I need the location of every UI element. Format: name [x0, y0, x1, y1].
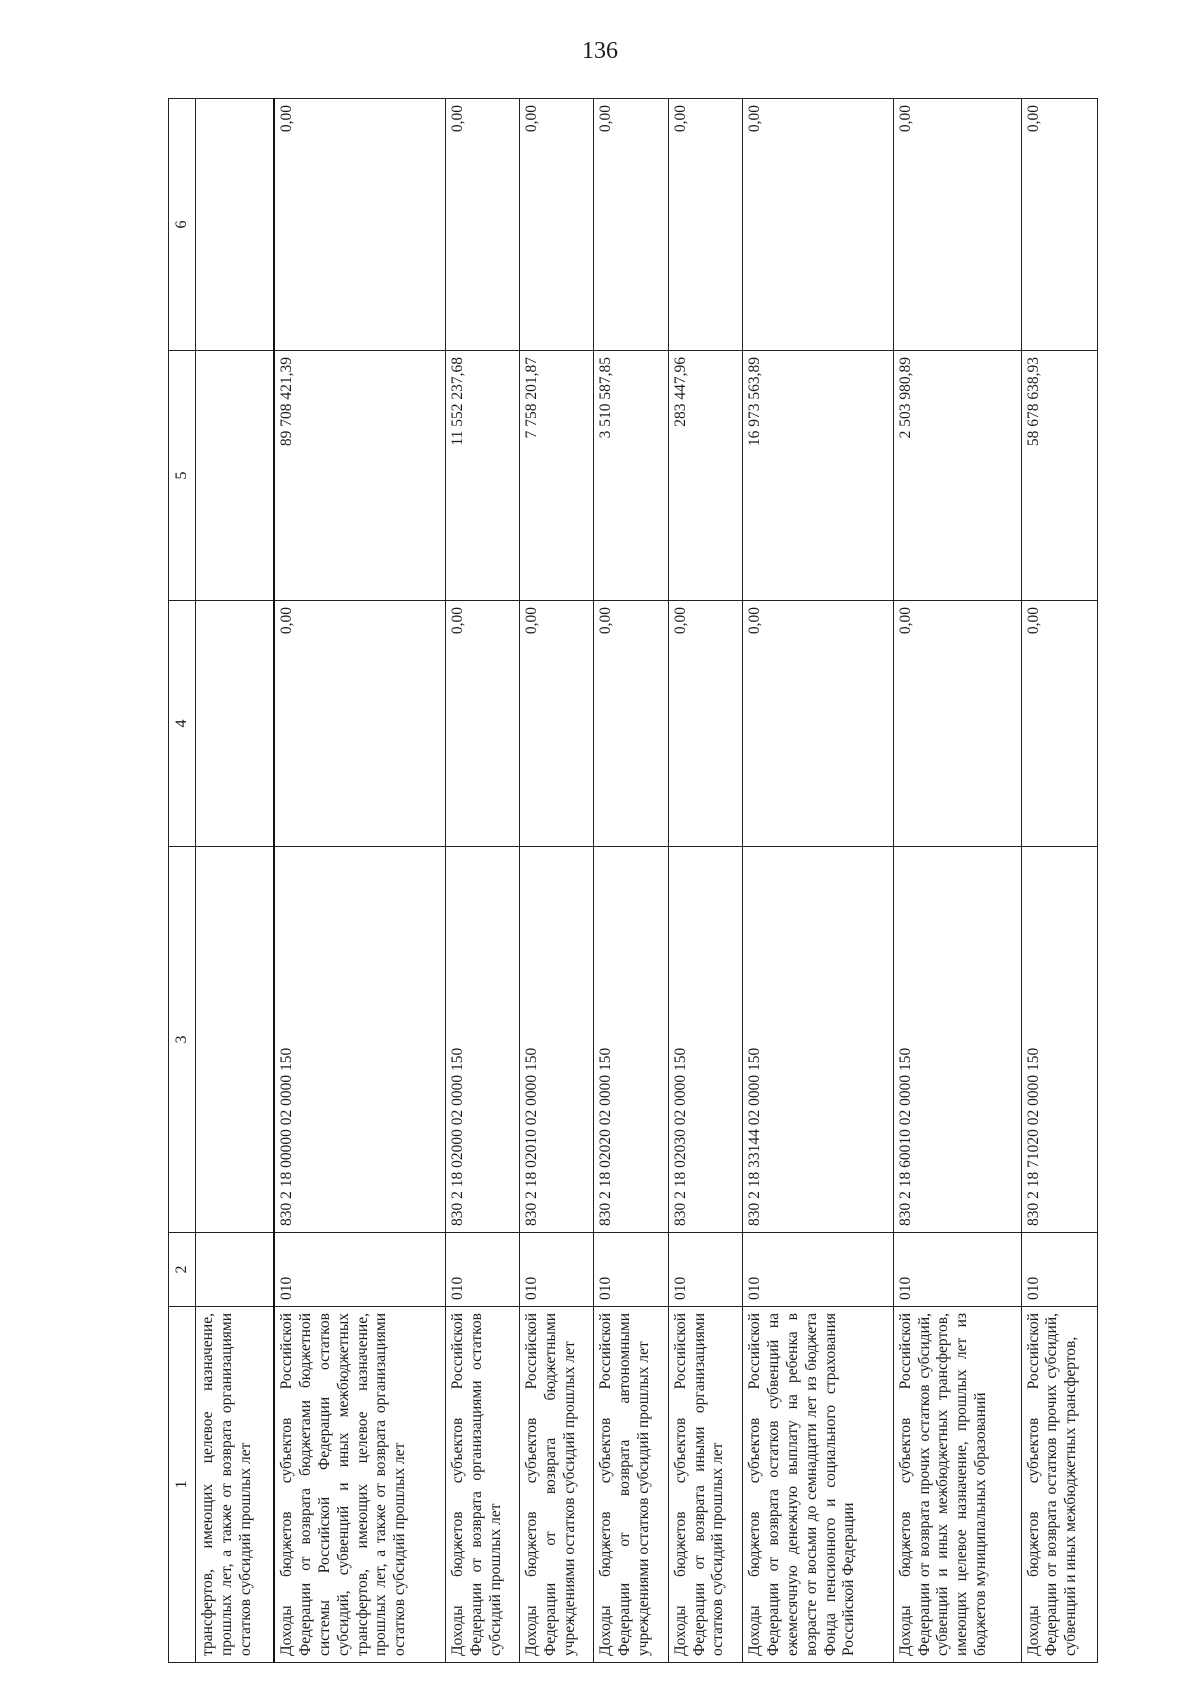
row-budget-code: 830 2 18 60010 02 0000 150: [893, 847, 1021, 1233]
row-value-col6: 0,00: [274, 99, 445, 351]
row-name: Доходы бюджетов субъектов Российской Федерации от возврата иными организациями остатков субсидий прошлых лет: [668, 1307, 742, 1663]
row-name: Доходы бюджетов субъектов Российской Федерации от возврата остатков субвенций на ежемесячную денежную выплату на ребенка в возрасте от восьми до семнадцати лет из бюджета Фонда пенсионного и социального страхования Российской Федерации: [742, 1307, 893, 1663]
row-name: Доходы бюджетов субъектов Российской Федерации от возврата бюджетами бюджетной системы Российской Федерации остатков субсидий, субвенций и иных межбюджетных трансфертов, имеющих целевое назначение, прошлых лет, а также от возврата организациями остатков субсидий прошлых лет: [274, 1307, 445, 1663]
table-row: [445, 99, 519, 1663]
row-value-col4: [196, 601, 274, 847]
page-number: 136: [582, 38, 618, 64]
row-value-col5: 283 447,96: [668, 351, 742, 601]
row-name: Доходы бюджетов субъектов Российской Федерации от возврата организациями остатков субсидий прошлых лет: [445, 1307, 519, 1663]
column-header: 2: [169, 1233, 196, 1307]
row-value-col5: 11 552 237,68: [445, 351, 519, 601]
row-value-col5: 58 678 638,93: [1021, 351, 1097, 601]
column-header: 4: [169, 601, 196, 847]
row-value-col4: 0,00: [445, 601, 519, 847]
row-value-col5: 2 503 980,89: [893, 351, 1021, 601]
row-line-code: [196, 1233, 274, 1307]
row-value-col6: 0,00: [520, 99, 594, 351]
row-name: Доходы бюджетов субъектов Российской Федерации от возврата прочих остатков субсидий, субвенций и иных межбюджетных трансфертов, имеющих целевое назначение, прошлых лет из бюджетов муниципальных образований: [893, 1307, 1021, 1663]
row-budget-code: [196, 847, 274, 1233]
table-row: [1021, 99, 1097, 1663]
table-row: [196, 99, 274, 1663]
row-line-code: 010: [445, 1233, 519, 1307]
row-line-code: 010: [594, 1233, 668, 1307]
budget-income-table: [168, 98, 1098, 1663]
row-name: Доходы бюджетов субъектов Российской Федерации от возврата остатков прочих субсидий, субвенций и иных межбюджетных трансфертов,: [1021, 1307, 1097, 1663]
row-value-col6: 0,00: [668, 99, 742, 351]
row-value-col4: 0,00: [274, 601, 445, 847]
table-row: [893, 99, 1021, 1663]
table-row: [742, 99, 893, 1663]
row-value-col5: [196, 351, 274, 601]
row-budget-code: 830 2 18 71020 02 0000 150: [1021, 847, 1097, 1233]
row-budget-code: 830 2 18 33144 02 0000 150: [742, 847, 893, 1233]
row-budget-code: 830 2 18 02010 02 0000 150: [520, 847, 594, 1233]
row-value-col4: 0,00: [594, 601, 668, 847]
row-name: трансфертов, имеющих целевое назначение, прошлых лет, а также от возврата организациями остатков субсидий прошлых лет: [196, 1307, 274, 1663]
row-line-code: 010: [274, 1233, 445, 1307]
table-row: [594, 99, 668, 1663]
row-value-col4: 0,00: [742, 601, 893, 847]
column-header: 3: [169, 847, 196, 1233]
row-value-col6: 0,00: [1021, 99, 1097, 351]
row-line-code: 010: [668, 1233, 742, 1307]
row-budget-code: 830 2 18 02000 02 0000 150: [445, 847, 519, 1233]
column-header: 6: [169, 99, 196, 351]
row-name: Доходы бюджетов субъектов Российской Федерации от возврата автономными учреждениями остатков субсидий прошлых лет: [594, 1307, 668, 1663]
row-name: Доходы бюджетов субъектов Российской Федерации от возврата бюджетными учреждениями остатков субсидий прошлых лет: [520, 1307, 594, 1663]
row-line-code: 010: [1021, 1233, 1097, 1307]
row-line-code: 010: [893, 1233, 1021, 1307]
row-value-col6: 0,00: [445, 99, 519, 351]
row-value-col5: 3 510 587,85: [594, 351, 668, 601]
table-row: [668, 99, 742, 1663]
row-value-col6: [196, 99, 274, 351]
row-line-code: 010: [742, 1233, 893, 1307]
row-value-col6: 0,00: [742, 99, 893, 351]
column-header: 1: [169, 1307, 196, 1663]
rotated-table-container: [168, 99, 1098, 1663]
row-value-col6: 0,00: [893, 99, 1021, 351]
row-value-col4: 0,00: [668, 601, 742, 847]
row-budget-code: 830 2 18 02020 02 0000 150: [594, 847, 668, 1233]
column-number-row: [169, 99, 196, 1663]
row-value-col4: 0,00: [893, 601, 1021, 847]
row-value-col4: 0,00: [520, 601, 594, 847]
row-value-col5: 89 708 421,39: [274, 351, 445, 601]
column-header: 5: [169, 351, 196, 601]
table-row: [274, 99, 445, 1663]
row-budget-code: 830 2 18 00000 02 0000 150: [274, 847, 445, 1233]
row-value-col5: 16 973 563,89: [742, 351, 893, 601]
row-value-col4: 0,00: [1021, 601, 1097, 847]
row-value-col6: 0,00: [594, 99, 668, 351]
row-value-col5: 7 758 201,87: [520, 351, 594, 601]
row-line-code: 010: [520, 1233, 594, 1307]
table-row: [520, 99, 594, 1663]
row-budget-code: 830 2 18 02030 02 0000 150: [668, 847, 742, 1233]
